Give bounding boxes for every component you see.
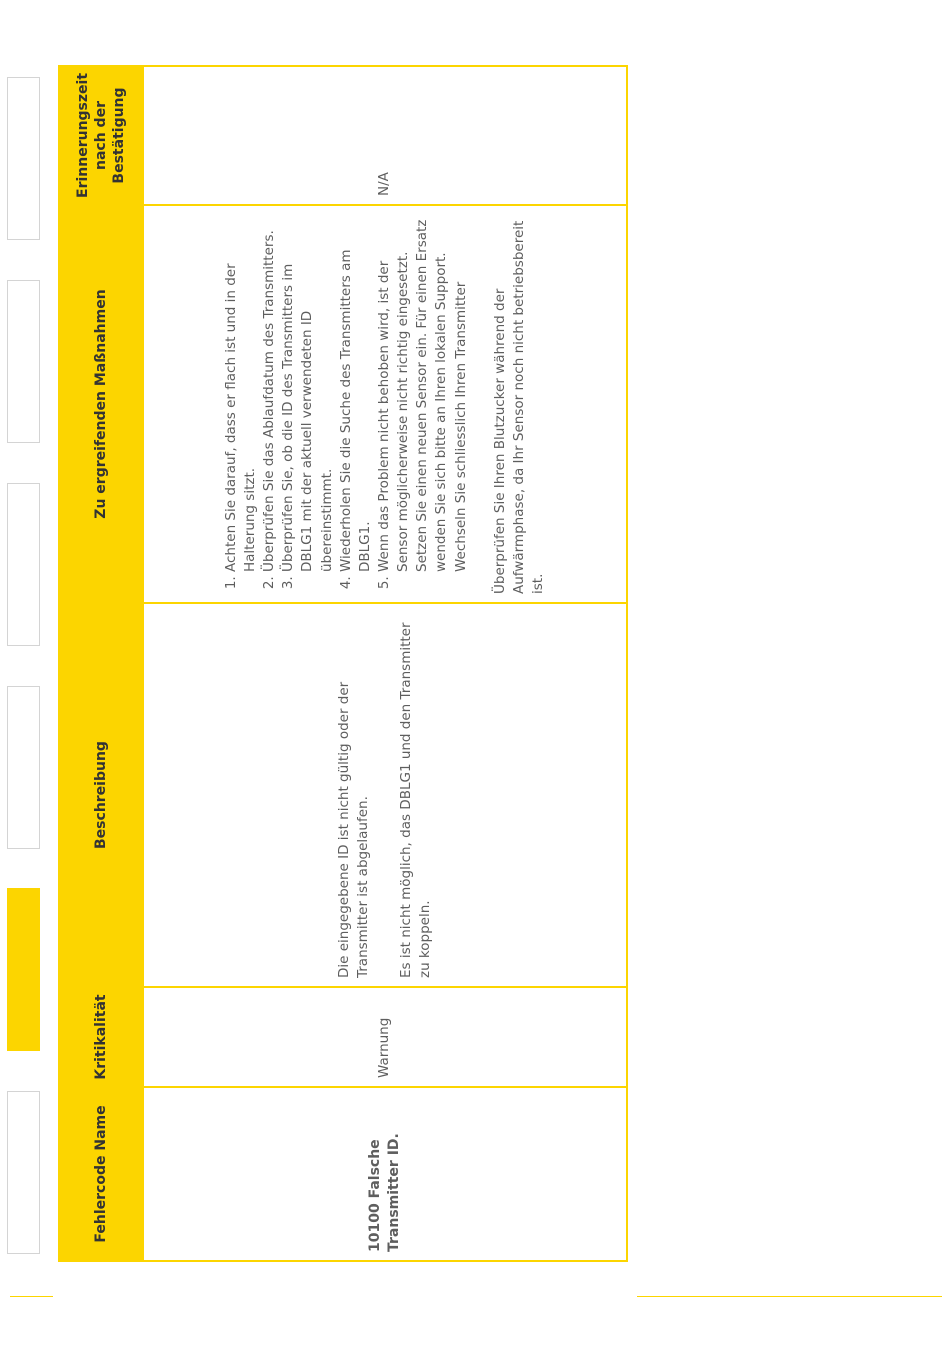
header-error-code: Fehlercode Name xyxy=(59,1087,143,1261)
action-item-3: 3. Überprüfen Sie, ob die ID des Transmitters im DBLG1 mit der aktuell verwendeten ID übereinstimmt. xyxy=(279,214,336,572)
side-tab-4[interactable] xyxy=(7,686,40,849)
side-tab-5-active[interactable] xyxy=(7,888,40,1051)
side-tab-2[interactable] xyxy=(7,280,40,443)
header-severity: Kritikalität xyxy=(59,987,143,1087)
action-item-5: 5. Wenn das Problem nicht behoben wird, ist der Sensor möglicherweise nicht richtig eingesetzt. Setzen Sie einen neuen Sensor ein. Für einen Ersatz wenden Sie sich bitte an Ihren lokalen Support. Wechseln Sie schliesslich Ihren Transmitter xyxy=(375,214,471,572)
actions-cell xyxy=(143,205,627,603)
action-item-2: 2. Überprüfen Sie das Ablaufdatum des Transmitters. xyxy=(260,214,279,572)
action-item-4: 4. Wiederholen Sie die Suche des Transmitters am DBLG1. xyxy=(337,214,375,572)
footer-rule-right xyxy=(637,1296,942,1297)
error-code-table xyxy=(58,65,628,1262)
header-reminder: Erinnerungszeit nach der Bestätigung xyxy=(59,66,143,205)
side-tab-6[interactable] xyxy=(7,1091,40,1254)
reminder-cell: N/A xyxy=(143,66,627,205)
error-table-container xyxy=(58,67,628,1262)
action-item-1: 1. Achten Sie darauf, dass er flach ist und in der Halterung sitzt. xyxy=(222,214,260,572)
table-header-row xyxy=(59,66,143,1261)
header-actions: Zu ergreifenden Maßnahmen xyxy=(59,205,143,603)
side-tab-1[interactable] xyxy=(7,77,40,240)
error-code-cell: 10100 Falsche Transmitter ID. xyxy=(143,1087,627,1261)
side-tab-3[interactable] xyxy=(7,483,40,646)
actions-list xyxy=(222,214,471,594)
description-text-1: Die eingegebene ID ist nicht gültig oder der Transmitter ist abgelaufen. xyxy=(335,681,371,978)
table-row xyxy=(143,66,627,1261)
description-text-2: Es ist nicht möglich, das DBLG1 und den Transmitter zu koppeln. xyxy=(398,622,434,978)
footer-rule-left xyxy=(10,1296,53,1297)
severity-cell: Warnung xyxy=(143,987,627,1087)
actions-note: Überprüfen Sie Ihren Blutzucker während der Aufwärmphase, da Ihr Sensor noch nicht betriebsbereit ist. xyxy=(491,220,547,594)
description-cell xyxy=(143,603,627,987)
header-description: Beschreibung xyxy=(59,603,143,987)
